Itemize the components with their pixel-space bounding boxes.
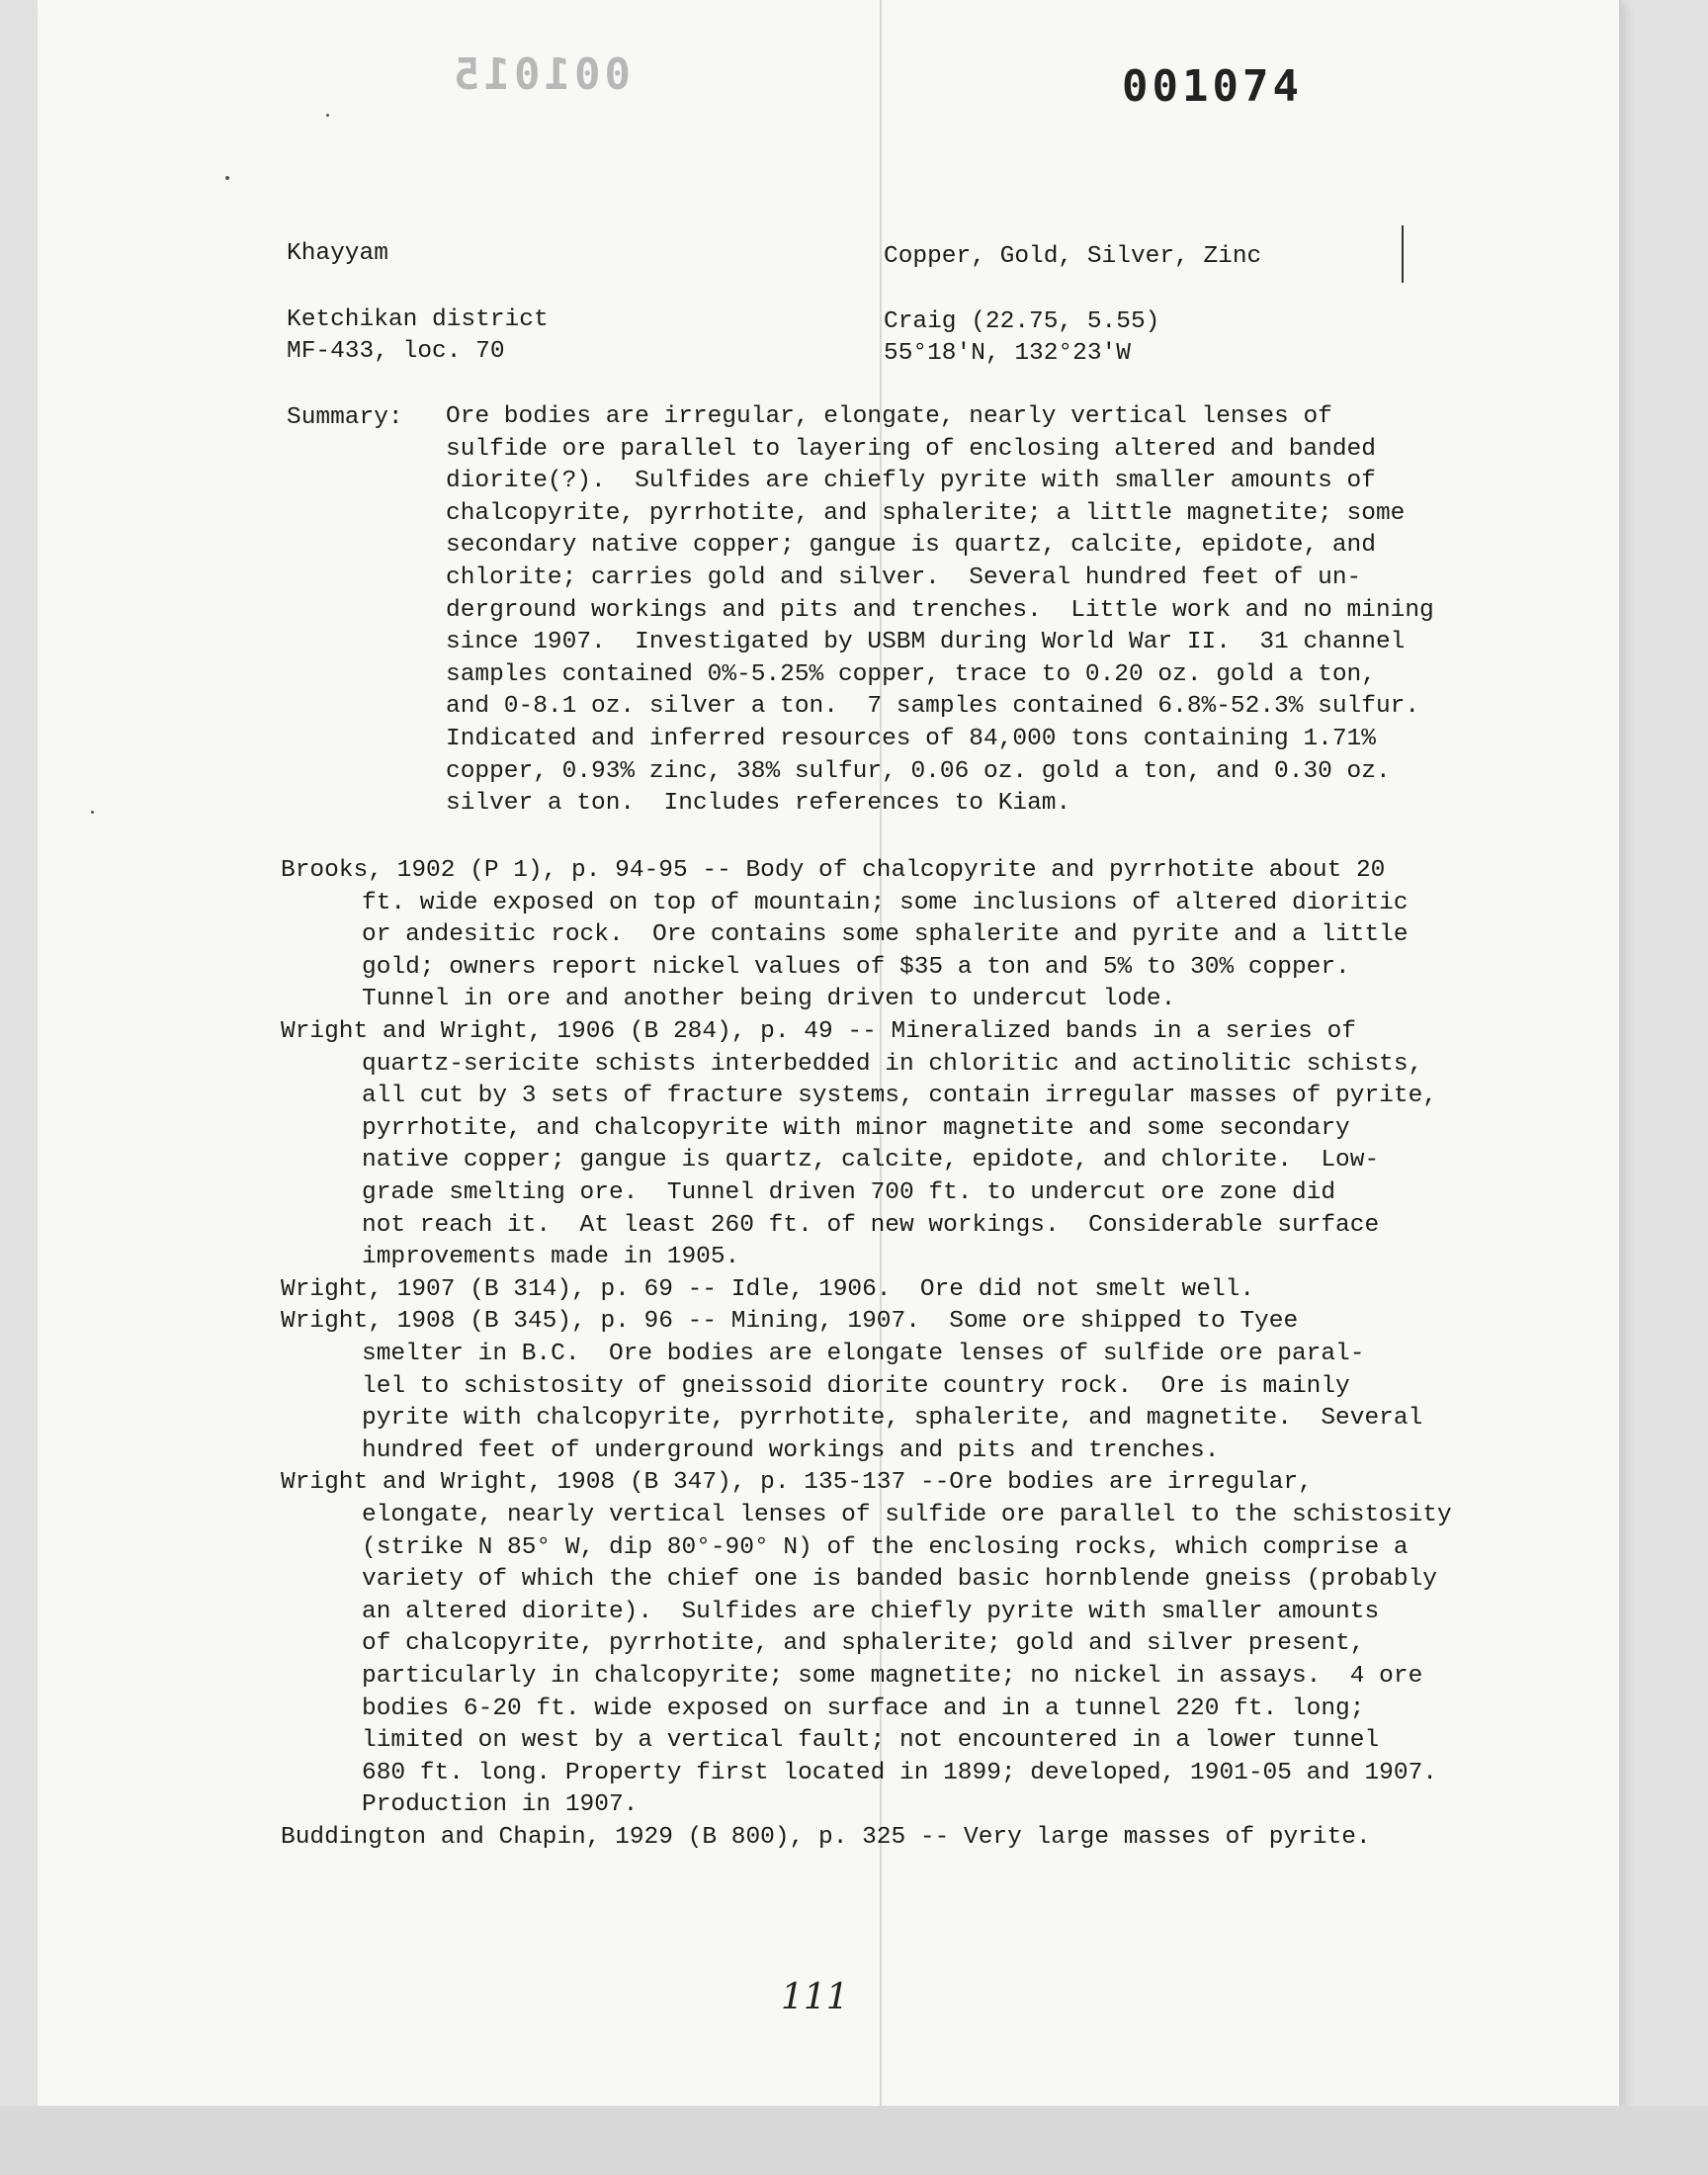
summary-line: diorite(?). Sulfides are chiefly pyrite with smaller amounts of [446,468,1376,495]
reference-continuation-line: Production in 1907. [362,1791,639,1819]
quadrangle: Craig (22.75, 5.55) [884,308,1160,335]
reference-continuation-line: 680 ft. long. Property first located in 1899; developed, 1901-05 and 1907. [362,1759,1437,1786]
reference-continuation-line: or andesitic rock. Ore contains some sphalerite and pyrite and a little [362,921,1409,949]
reference-continuation-line: not reach it. At least 260 ft. of new workings. Considerable surface [362,1211,1380,1239]
summary-line: and 0-8.1 oz. silver a ton. 7 samples contained 6.8%-52.3% sulfur. [446,693,1420,721]
reference-continuation-line: an altered diorite). Sulfides are chiefly pyrite with smaller amounts [362,1598,1380,1625]
reference-continuation-line: grade smelting ore. Tunnel driven 700 ft. to undercut ore zone did [362,1179,1336,1206]
reference-continuation-line: quartz-sericite schists interbedded in chloritic and actinolitic schists, [362,1050,1423,1078]
reference-continuation-line: smelter in B.C. Ore bodies are elongate lenses of sulfide ore paral- [362,1341,1365,1367]
reference-continuation-line: elongate, nearly vertical lenses of sulfide ore parallel to the schistosity [362,1502,1452,1528]
summary-line: samples contained 0%-5.25% copper, trace to 0.20 oz. gold a ton, [446,660,1376,688]
reference-continuation-line: pyrrhotite, and chalcopyrite with minor magnetite and some secondary [362,1114,1350,1142]
commodities: Copper, Gold, Silver, Zinc [884,243,1262,270]
reference-continuation-line: ft. wide exposed on top of mountain; some inclusions of altered dioritic [362,889,1409,916]
map-reference: MF-433, loc. 70 [287,338,505,365]
reference-entry: Wright and Wright, 1908 (B 347), p. 135-137 --Ore bodies are irregular, [281,1469,1313,1497]
bleed-through-stamp: 001015 [450,49,631,100]
scan-bottom-margin [0,2106,1708,2175]
summary-line: Ore bodies are irregular, elongate, nearly vertical lenses of [446,403,1332,430]
property-name: Khayyam [287,240,388,267]
reference-continuation-line: variety of which the chief one is banded basic hornblende gneiss (probably [362,1566,1437,1594]
reference-continuation-line: limited on west by a vertical fault; not encountered in a lower tunnel [362,1727,1380,1755]
summary-line: since 1907. Investigated by USBM during World War II. 31 channel [446,629,1406,656]
margin-mark [1402,225,1404,283]
reference-continuation-line: bodies 6-20 ft. wide exposed on surface and in a tunnel 220 ft. long; [362,1695,1365,1722]
district: Ketchikan district [287,306,549,333]
reference-continuation-line: improvements made in 1905. [362,1244,740,1271]
reference-continuation-line: native copper; gangue is quartz, calcite, epidote, and chlorite. Low- [362,1147,1380,1174]
summary-line: derground workings and pits and trenches. Little work and no mining [446,596,1434,624]
reference-continuation-line: (strike N 85° W, dip 80°-90° N) of the enclosing rocks, which comprise a [362,1533,1409,1561]
summary-line: copper, 0.93% zinc, 38% sulfur, 0.06 oz. gold a ton, and 0.30 oz. [446,757,1391,785]
reference-entry: Wright, 1907 (B 314), p. 69 -- Idle, 1906. Ore did not smelt well. [281,1275,1255,1303]
reference-continuation-line: of chalcopyrite, pyrrhotite, and sphalerite; gold and silver present, [362,1630,1365,1658]
reference-continuation-line: all cut by 3 sets of fracture systems, contain irregular masses of pyrite, [362,1083,1437,1110]
reference-entry: Brooks, 1902 (P 1), p. 94-95 -- Body of chalcopyrite and pyrrhotite about 20 [281,857,1386,884]
scan-speck [91,811,94,814]
reference-continuation-line: pyrite with chalcopyrite, pyrrhotite, sphalerite, and magnetite. Several [362,1405,1423,1433]
summary-line: chlorite; carries gold and silver. Several hundred feet of un- [446,565,1362,591]
handwritten-page-number: 111 [781,1977,849,2018]
reference-continuation-line: hundred feet of underground workings and pits and trenches. [362,1436,1220,1464]
reference-entry: Wright and Wright, 1906 (B 284), p. 49 -- Mineralized bands in a series of [281,1018,1356,1045]
summary-line: chalcopyrite, pyrrhotite, and sphalerite; a little magnetite; some [446,499,1406,527]
summary-line: silver a ton. Includes references to Kiam. [446,790,1071,818]
reference-continuation-line: gold; owners report nickel values of $35 a ton and 5% to 30% copper. [362,953,1350,981]
summary-line: Indicated and inferred resources of 84,000 tons containing 1.71% [446,726,1376,752]
reference-continuation-line: particularly in chalcopyrite; some magnetite; no nickel in assays. 4 ore [362,1663,1423,1690]
reference-continuation-line: lel to schistosity of gneissoid diorite country rock. Ore is mainly [362,1372,1350,1400]
summary-line: sulfide ore parallel to layering of enclosing altered and banded [446,435,1376,463]
reference-entry: Buddington and Chapin, 1929 (B 800), p. 325 -- Very large masses of pyrite. [281,1824,1371,1851]
scan-speck [326,114,329,117]
coordinates: 55°18'N, 132°23'W [884,340,1131,367]
scan-speck [225,176,229,180]
summary-label: Summary: [287,404,403,431]
reference-continuation-line: Tunnel in ore and another being driven to undercut lode. [362,986,1176,1013]
page-stamp-number: 001074 [1122,61,1303,112]
reference-entry: Wright, 1908 (B 345), p. 96 -- Mining, 1907. Some ore shipped to Tyee [281,1308,1299,1336]
summary-line: secondary native copper; gangue is quartz, calcite, epidote, and [446,532,1376,560]
